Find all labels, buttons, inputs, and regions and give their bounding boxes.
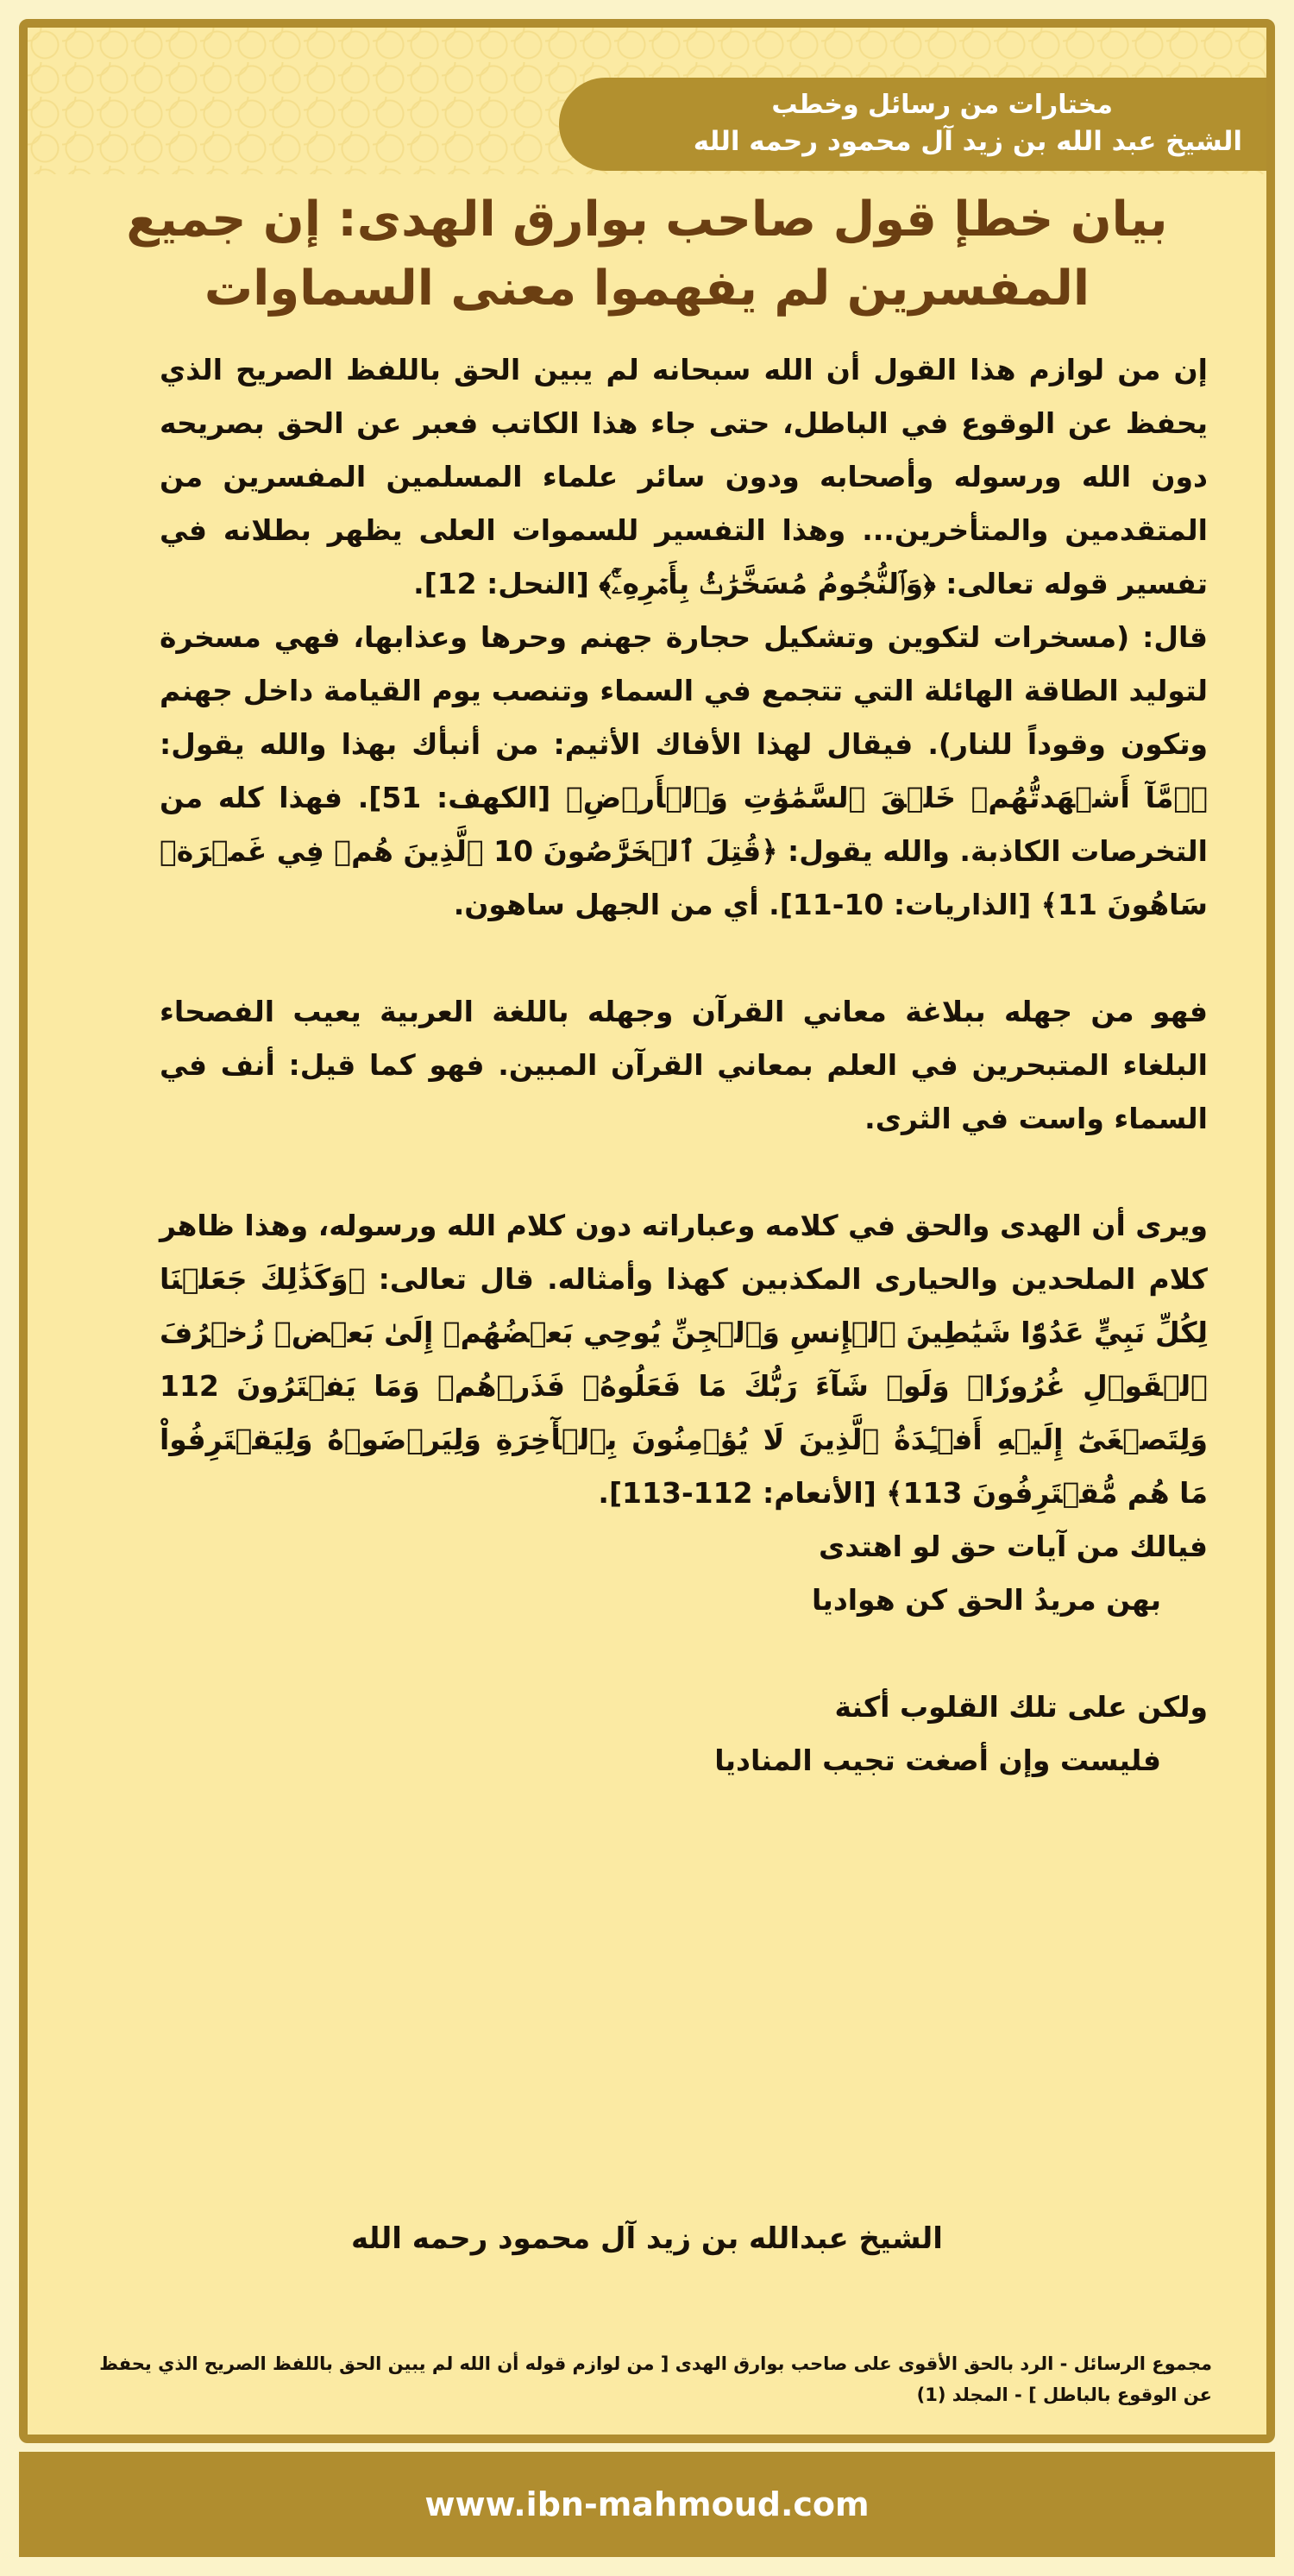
source-reference: مجموع الرسائل - الرد بالحق الأقوى على صاحب بوارق الهدى [ من لوازم قوله أن الله لم يبين الحق باللفظ الصريح الذي يحفظ عن الوقوع بالباطل ] - المجلد (1) [99,2353,1212,2405]
poem-1-line-2: بهن مريدُ الحق كن هواديا [812,1583,1161,1617]
title-line-1: بيان خطإ قول صاحب بوارق الهدى: إن جميع [126,192,1168,248]
header-line-2: الشيخ عبد الله بن زيد آل محمود رحمه الله [693,126,1242,157]
website-link[interactable]: www.ibn-mahmoud.com [424,2485,870,2523]
page-title [104,185,1190,324]
poem-1-line-1: فيالك من آيات حق لو اهتدى [819,1530,1208,1563]
paragraph-1: إن من لوازم هذا القول أن الله سبحانه لم يبين الحق باللفظ الصريح الذي يحفظ عن الوقوع في الباطل، حتى جاء هذا الكاتب فعبر عن الحق بصريحه دون الله ورسوله وأصحابه ودون سائر علماء المسلمين المفسرين من المتقدمين والمتأخرين... وهذا التفسير للسموات العلى يظهر بطلانه في تفسير قوله تعالى: ﴿وَٱلنُّجُومُ مُسَخَّرَٰتُۢ بِأَمۡرِهِۦٓۚ﴾ [النحل: 12]. [160,353,1208,600]
poem-2-line-2: فليست وإن أصغت تجيب المناديا [714,1744,1161,1777]
paragraph-4: ويرى أن الهدى والحق في كلامه وعباراته دون كلام الله ورسوله، وهذا ظاهر كلام الملحدين والحيارى المكذبين كهذا وأمثاله. قال تعالى: ﴿وَكَذَٰلِكَ جَعَلۡنَا لِكُلِّ نَبِيٍّ عَدُوّٗا شَيَٰطِينَ ٱلۡإِنسِ وَٱلۡجِنِّ يُوحِي بَعۡضُهُمۡ إِلَىٰ بَعۡضٖ زُخۡرُفَ ٱلۡقَوۡلِ غُرُورٗاۚ وَلَوۡ شَآءَ رَبُّكَ مَا فَعَلُوهُۖ فَذَرۡهُمۡ وَمَا يَفۡتَرُونَ 112 وَلِتَصۡغَىٰٓ إِلَيۡهِ أَفۡـِٔدَةُ ٱلَّذِينَ لَا يُؤۡمِنُونَ بِٱلۡأٓخِرَةِ وَلِيَرۡضَوۡهُ وَلِيَقۡتَرِفُواْ مَا هُم مُّقۡتَرِفُونَ 113﴾ [الأنعام: 112-113]. [160,1209,1208,1510]
poem-2-line-1: ولكن على تلك القلوب أكنة [834,1690,1208,1724]
paragraph-3: فهو من جهله ببلاغة معاني القرآن وجهله باللغة العربية يعيب الفصحاء البلغاء المتبحرين في العلم بمعاني القرآن المبين. فهو كما قيل: أنف في السماء واست في الثرى. [160,995,1208,1135]
paragraph-2: قال: (مسخرات لتكوين وتشكيل حجارة جهنم وحرها وعذابها، فهي مسخرة لتوليد الطاقة الهائلة التي تتجمع في السماء وتنصب يوم القيامة داخل جهنم وتكون وقوداً للنار). فيقال لهذا الأفاك الأثيم: من أنبأك بهذا والله يقول: ﴿۞مَّآ أَشۡهَدتُّهُمۡ خَلۡقَ ٱلسَّمَٰوَٰتِ وَٱلۡأَرۡضِ﴾ [الكهف: 51]. فهذا كله من التخرصات الكاذبة. والله يقول: ﴿قُتِلَ ٱلۡخَرَّٰصُونَ 10 ٱلَّذِينَ هُمۡ فِي غَمۡرَةٖ سَاهُونَ 11﴾ [الذاريات: 10-11]. أي من الجهل ساهون. [160,620,1208,921]
header-line-1: مختارات من رسائل وخطب [771,90,1113,120]
header-banner [559,78,1266,171]
article-body [160,343,1208,1787]
title-line-2: المفسرين لم يفهموا معنى السماوات [204,261,1090,317]
signature: الشيخ عبدالله بن زيد آل محمود رحمه الله [351,2221,943,2256]
footer-bar [19,2452,1275,2557]
